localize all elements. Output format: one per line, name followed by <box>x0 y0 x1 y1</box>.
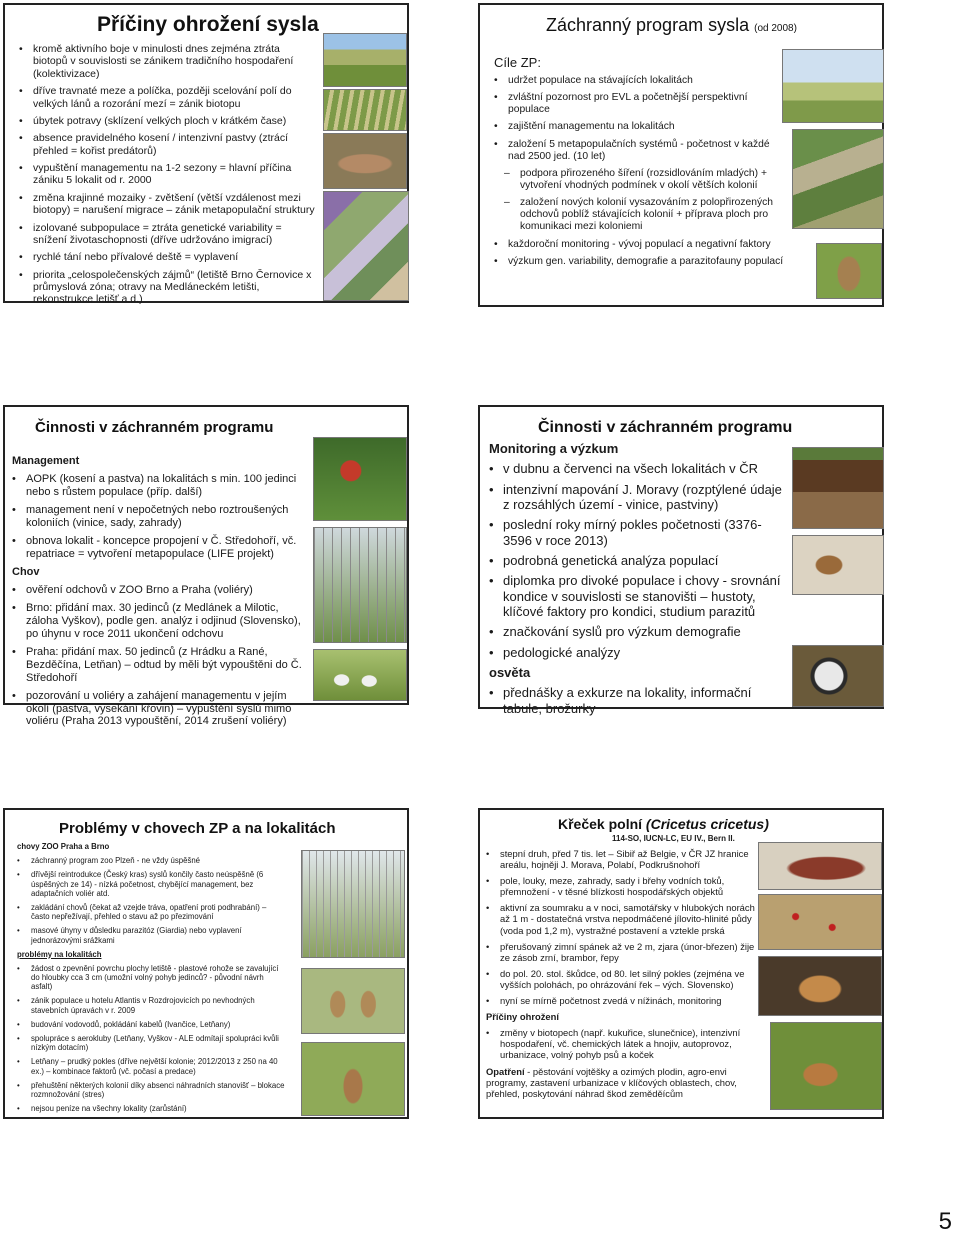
bullet-item: • změna krajinné mozaiky - zvětšení (větší vzdálenost mezi biotopy) = narušení migrace – zánik metapopulační struktury <box>19 192 317 217</box>
bullet-item: • izolované subpopulace = ztráta genetické variability = snížení životaschopnosti (dříve udržováno imigrací) <box>19 222 317 247</box>
bullet-item: • pedologické analýzy <box>489 645 789 660</box>
slide-title <box>546 15 797 36</box>
bullet-item: • zvláštní pozornost pro EVL a početnější perspektivní populace <box>494 92 784 116</box>
hamster-in-grass-photo <box>770 1022 882 1110</box>
czech-map-image <box>758 894 882 950</box>
grassland-photo <box>782 49 884 123</box>
aviary-photo <box>313 527 407 643</box>
slide-activities-monitoring <box>478 405 884 716</box>
bullet-list <box>19 43 317 311</box>
bullet-item: • každoroční monitoring - vývoj populací a negativní faktory <box>494 239 784 251</box>
bullet-item: • podrobná genetická analýza populací <box>489 553 789 568</box>
distribution-map-image <box>758 842 882 890</box>
section-heading: chovy ZOO Praha a Brno <box>17 842 110 851</box>
slide-activities-management <box>3 405 409 728</box>
bullet-list <box>12 455 312 733</box>
vineyard-photo <box>323 33 407 87</box>
title-small: (od 2008) <box>754 23 797 34</box>
title-latin: (Cricetus cricetus) <box>645 816 769 832</box>
page-number: 5 <box>938 1208 952 1235</box>
title-text: Záchranný program sysla <box>546 15 750 35</box>
bullet-item: • vypuštění managementu na 1-2 sezony = hlavní příčina zániku 5 lokalit od r. 2000 <box>19 162 317 187</box>
sheep-grazing-photo <box>313 649 407 701</box>
bullet-item: • pozorování u voliéry a zahájení managementu v jejím okolí (pastva, vysekání křovin) – vypuštění syslů mimo voliéru (Praha 2013 vypouštění, 2014 zrušení voliéry) <box>12 690 312 729</box>
bullet-item: • změny v biotopech (např. kukuřice, slunečnice), intenzivní hospodaření, vč. chemických látek a hnojiv, autoprovoz, urbanizace, volný pohyb psů a koček <box>486 1027 756 1060</box>
slide-rescue-program <box>478 3 884 307</box>
bullet-list <box>494 75 784 273</box>
slide-causes-threat <box>3 3 409 306</box>
slide-problems <box>3 808 409 1119</box>
bullet-item: • záchranný program zoo Plzeň - ne vždy úspěšné <box>17 856 287 865</box>
dead-souslik-photo <box>323 133 407 189</box>
bullet-item: • poslední roky mírný pokles početnosti (3376-3596 v roce 2013) <box>489 517 789 548</box>
airport-map-image <box>323 191 409 301</box>
title-text: Křeček polní <box>558 816 646 832</box>
bullet-list <box>486 848 756 1104</box>
bullet-item: • značkování syslů pro výzkum demografie <box>489 624 789 639</box>
bullet-item: • management není v nepočetných nebo roztroušených koloniích (vinice, sady, zahrady) <box>12 504 312 530</box>
souslik-pair-photo <box>301 968 405 1034</box>
slide-title <box>558 816 769 832</box>
bullet-item: • přehuštění některých kolonií díky absenci náhradních stanovišť – blokace rozmnožování (stres) <box>17 1081 287 1099</box>
bullet-list <box>17 842 287 1118</box>
soil-profile-photo <box>792 447 884 529</box>
bullet-item: • dřívější reintrodukce (Český kras) syslů končily často neúspěšně (6 úspěšných ze 14) - nízká početnost, chybějící management, bez adaptačních voliér atd. <box>17 870 287 898</box>
slide-hamster <box>478 808 884 1119</box>
bullet-item: • budování vodovodů, pokládání kabelů (Ivančice, Letňany) <box>17 1020 287 1029</box>
bullet-item: • obnova lokalit - koncepce propojení v Č. Středohoří, vč. repatriace = vytvoření metapopulace (LIFE projekt) <box>12 535 312 561</box>
bullet-item: • úbytek potravy (sklízení velkých ploch v krátkém čase) <box>19 115 317 127</box>
section-heading: Management <box>12 455 80 467</box>
bullet-item: • zánik populace u hotelu Atlantis v Rozdrojovicích po nevhodných stavebních úpravách v r. 2009 <box>17 996 287 1014</box>
bullet-item: • Praha: přidání max. 50 jedinců (z Hrádku a Rané, Bezděčína, Letňan) – odtud by měli být vypouštěni do Č. Středohoří <box>12 646 312 685</box>
bullet-item: • spolupráce s aerokluby (Letňany, Vyškov - ALE odmítají spolupráci kvůli nízkým dotacím) <box>17 1034 287 1052</box>
section-heading: problémy na lokalitách <box>17 949 102 959</box>
slide-title: Příčiny ohrožení sysla <box>97 13 319 36</box>
bullet-item: • výzkum gen. variability, demografie a parazitofauny populací <box>494 256 784 268</box>
bullet-item: • aktivní za soumraku a v noci, samotářsky v hlubokých norách až 1 m - dostatečná vrstva nepodmáčené jílovito-hlinité půdy (voda pod 1,2 m), vystražné postavení a vztekle prská <box>486 902 756 935</box>
souslik-photo <box>816 243 882 299</box>
bullet-list <box>489 441 789 721</box>
slide-title: Činnosti v záchranném programu <box>35 419 274 436</box>
souslik-standing-photo <box>301 1042 405 1116</box>
bullet-item: • nyní se mírně početnost zvedá v nížinách, monitoring <box>486 995 756 1006</box>
bullet-item: • nejsou peníze na všechny lokality (zarůstání) <box>17 1104 287 1113</box>
protection-status: 114-SO, IUCN-LC, EU IV., Bern II. <box>612 834 735 843</box>
souslik-in-hand-photo <box>792 535 884 595</box>
bullet-item: • přerušovaný zimní spánek až ve 2 m, zjara (únor-březen) žije ze zásob zrní, brambor, řepy <box>486 941 756 963</box>
section-heading: osvěta <box>489 664 531 680</box>
tagging-reader-photo <box>792 645 884 707</box>
goals-label: Cíle ZP: <box>494 55 541 70</box>
vineyard-rows-photo <box>323 89 407 131</box>
bullet-item: • AOPK (kosení a pastva) na lokalitách s min. 100 jedinci nebo s růstem populace (příp. další) <box>12 473 312 499</box>
bullet-item: • diplomka pro divoké populace i chovy - srovnání kondice v souvislosti se stanovišti – hustoty, klíčové faktory pro kondici, studium parazitů <box>489 573 789 619</box>
slide-title: Činnosti v záchranném programu <box>538 419 793 436</box>
bullet-item: • dříve travnaté meze a políčka, později scelování polí do velkých lánů a rozorání mezí = zánik biotopu <box>19 85 317 110</box>
aerial-map-image <box>792 129 884 229</box>
bullet-item: • rychlé tání nebo přívalové deště = vyplavení <box>19 251 317 263</box>
sub-bullet-item: – založení nových kolonií vysazováním z polopřirozených odchovů poblíž stávajících kolonií + příprava ploch pro komunikaci mezi koloniemi <box>494 197 784 233</box>
bullet-item: • do pol. 20. stol. škůdce, od 80. let silný pokles (zejména ve vyšších polohách, po ohrázování řek – vých. Slovensko) <box>486 968 756 990</box>
bullet-item: • udržet populace na stávajících lokalitách <box>494 75 784 87</box>
section-heading: Monitoring a výzkum <box>489 441 619 456</box>
section-heading: Příčiny ohrožení <box>486 1011 559 1023</box>
bullet-item: • přednášky a exkurze na lokality, informační tabule, brožurky <box>489 685 789 716</box>
bullet-item: • priorita „celospolečenských zájmů“ (letiště Brno Černovice x průmyslová zóna; otravy na Medláneckém letišti, rekonstrukce letišť a d.) <box>19 269 317 306</box>
measures-item <box>486 1066 756 1099</box>
measures-label: Opatření <box>486 1065 525 1077</box>
bullet-item: • žádost o zpevnění povrchu plochy letiště - plastové rohože se zavalující do hloubky cca 3 cm (umožní volný pohyb jedinců? - původní návrh asfalt) <box>17 964 287 992</box>
section-heading: Chov <box>12 565 40 578</box>
mowing-tractor-photo <box>313 437 407 521</box>
bullet-item: • kromě aktivního boje v minulosti dnes zejména ztráta biotopů v souvislosti se zánikem tradičního hospodaření (kolektivizace) <box>19 43 317 80</box>
bullet-item: • Brno: přidání max. 30 jedinců (z Medlánek a Milotic, záloha Vyškov), podle gen. analýz i odjinud (Slovensko), po úhynu v roce 2011 ukončení odchovu <box>12 602 312 641</box>
measures-text: - pěstování vojtěšky a ozimých plodin, agro-envi programy, zastavení urbanizace v klíčových oblastech, chov, přehled, poskytování náhrad škod zeměděícům <box>486 1065 737 1099</box>
bullet-item: • pole, louky, meze, zahrady, sady i břehy vodních toků, přemnožení - v těsné blízkosti hospodářských objektů <box>486 875 756 897</box>
bullet-item: • absence pravidelného kosení / intenzivní pastvy (ztrácí přehled = kořist predátorů) <box>19 132 317 157</box>
bullet-item: • intenzivní mapování J. Moravy (rozptýlené údaje z rozsáhlých území - vinice, pastviny) <box>489 482 789 513</box>
slide-title: Problémy v chovech ZP a na lokalitách <box>59 820 336 837</box>
fenced-enclosure-photo <box>301 850 405 958</box>
bullet-item: • v dubnu a červenci na všech lokalitách v ČR <box>489 461 789 476</box>
bullet-item: • zajištění managementu na lokalitách <box>494 121 784 133</box>
bullet-item: • zakládání chovů (čekat až vzejde tráva, opatření proti podhrabání) – často nepřežívají, přehled o stavu až po přezimování <box>17 903 287 921</box>
bullet-item: • založení 5 metapopulačních systémů - početnost v každé nad 2500 jed. (10 let) <box>494 139 784 163</box>
sub-bullet-item: – podpora přirozeného šíření (rozsidlováním mladých) + vytvoření vhodných podmínek v okolí větších kolonií <box>494 168 784 192</box>
bullet-item: • ověření odchovů v ZOO Brno a Praha (voliéry) <box>12 584 312 597</box>
bullet-item: • masové úhyny v důsledku parazitóz (Giardia) nebo vyplavení jednorázovými srážkami <box>17 926 287 944</box>
hamster-photo <box>758 956 882 1016</box>
bullet-item: • Letňany – prudký pokles (dříve největší kolonie; 2012/2013 z 250 na 40 ex.) – kombinace faktorů (vč. počasí a predace) <box>17 1057 287 1075</box>
bullet-item: • stepní druh, před 7 tis. let – Sibiř až Belgie, v ČR JZ hranice areálu, hojněji J. Morava, Polabí, Podkrušnohoří <box>486 848 756 870</box>
